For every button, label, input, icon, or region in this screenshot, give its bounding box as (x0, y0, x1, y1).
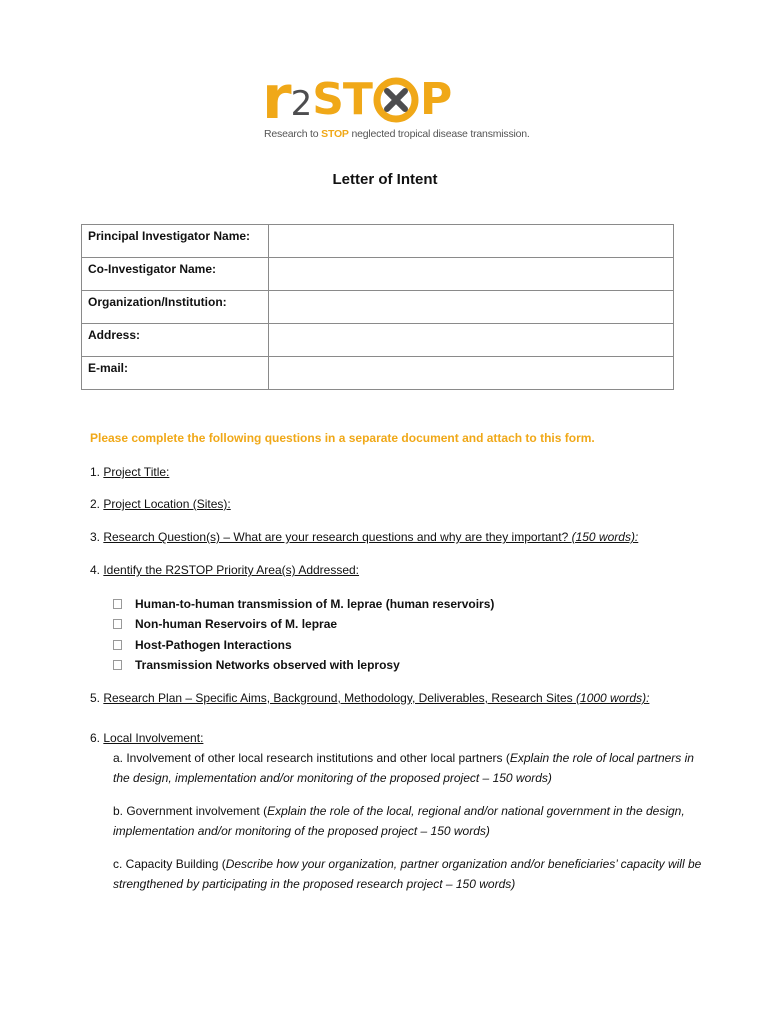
question-text: Local Involvement: (103, 731, 204, 745)
r2stop-logo (262, 63, 530, 148)
field-input-organization[interactable] (269, 291, 674, 324)
sub-item-note: Explain the role of the local, regional and/or national government in the design, implementation and/or monitoring of the proposed project – 150 words) (113, 804, 685, 838)
logo-digit-2: 2 (290, 84, 313, 124)
checkbox[interactable] (113, 599, 122, 609)
page-title: Letter of Intent (332, 171, 438, 188)
table-row (82, 258, 674, 291)
table-row (82, 357, 674, 390)
question-2 (90, 497, 231, 511)
question-text: Research Question(s) – What are your research questions and why are they important? (103, 530, 572, 544)
question-number: 1. (90, 465, 104, 479)
priority-option-label: Transmission Networks observed with leprosy (135, 658, 400, 672)
question-1 (90, 465, 169, 479)
field-input-email[interactable] (269, 357, 674, 390)
priority-option-label: Host-Pathogen Interactions (135, 638, 292, 652)
checkbox[interactable] (113, 619, 122, 629)
question-text: Project Title: (103, 465, 170, 479)
question-word-limit: (150 words): (571, 530, 639, 544)
priority-option[interactable] (113, 597, 494, 611)
sub-item-text: c. Capacity Building ( (113, 857, 226, 871)
logo-wordmark (262, 63, 453, 133)
logo-letter-p: P (419, 74, 453, 125)
table-row (82, 225, 674, 258)
priority-option-label: Non-human Reservoirs of M. leprae (135, 617, 338, 631)
checkbox[interactable] (113, 640, 122, 650)
field-label-address: Address: (82, 324, 269, 357)
sub-item-c (113, 854, 713, 894)
logo-letter-r: r (262, 63, 290, 133)
question-5 (90, 691, 649, 705)
question-number: 5. (90, 691, 104, 705)
field-label-co-investigator: Co-Investigator Name: (82, 258, 269, 291)
priority-option[interactable] (113, 617, 337, 631)
question-number: 4. (90, 563, 104, 577)
question-text: Project Location (Sites): (103, 497, 231, 511)
question-text: Research Plan – Specific Aims, Background, Methodology, Deliverables, Research Sites (103, 691, 577, 705)
field-label-pi-name: Principal Investigator Name: (82, 225, 269, 258)
table-row (82, 324, 674, 357)
sub-item-note: Explain the role of local partners in the design, implementation and/or monitoring of the proposed project – 150 words) (113, 751, 694, 785)
investigator-info-table (81, 224, 674, 390)
logo-tagline (264, 128, 530, 140)
question-3 (90, 530, 638, 544)
question-number: 6. (90, 731, 104, 745)
table-row (82, 291, 674, 324)
instructions-text: Please complete the following questions in a separate document and attach to this form. (90, 431, 595, 445)
question-number: 2. (90, 497, 104, 511)
field-label-organization: Organization/Institution: (82, 291, 269, 324)
field-input-pi-name[interactable] (269, 225, 674, 258)
question-text: Identify the R2STOP Priority Area(s) Addressed: (103, 563, 360, 577)
question-6 (90, 731, 203, 745)
priority-option[interactable] (113, 658, 400, 672)
field-input-co-investigator[interactable] (269, 258, 674, 291)
checkbox[interactable] (113, 660, 122, 670)
tagline-prefix: Research to (264, 128, 322, 140)
sub-item-note: Describe how your organization, partner organization and/or beneficiaries’ capacity will be strengthened by participating in the proposed research project – 150 words) (113, 857, 702, 891)
tagline-stop: STOP (321, 128, 349, 140)
sub-item-text: b. Government involvement ( (113, 804, 268, 818)
sub-item-b (113, 801, 713, 841)
sub-item-text: a. Involvement of other local research institutions and other local partners ( (113, 751, 510, 765)
field-label-email: E-mail: (82, 357, 269, 390)
logo-letters-st: ST (312, 74, 372, 125)
priority-option-label: Human-to-human transmission of M. leprae (human reservoirs) (135, 597, 495, 611)
sub-item-a (113, 748, 713, 788)
question-4 (90, 563, 359, 577)
tagline-suffix: neglected tropical disease transmission. (348, 128, 530, 140)
question-number: 3. (90, 530, 104, 544)
field-input-address[interactable] (269, 324, 674, 357)
priority-option[interactable] (113, 638, 292, 652)
question-word-limit: (1000 words): (576, 691, 650, 705)
circle-x-icon (373, 77, 419, 123)
